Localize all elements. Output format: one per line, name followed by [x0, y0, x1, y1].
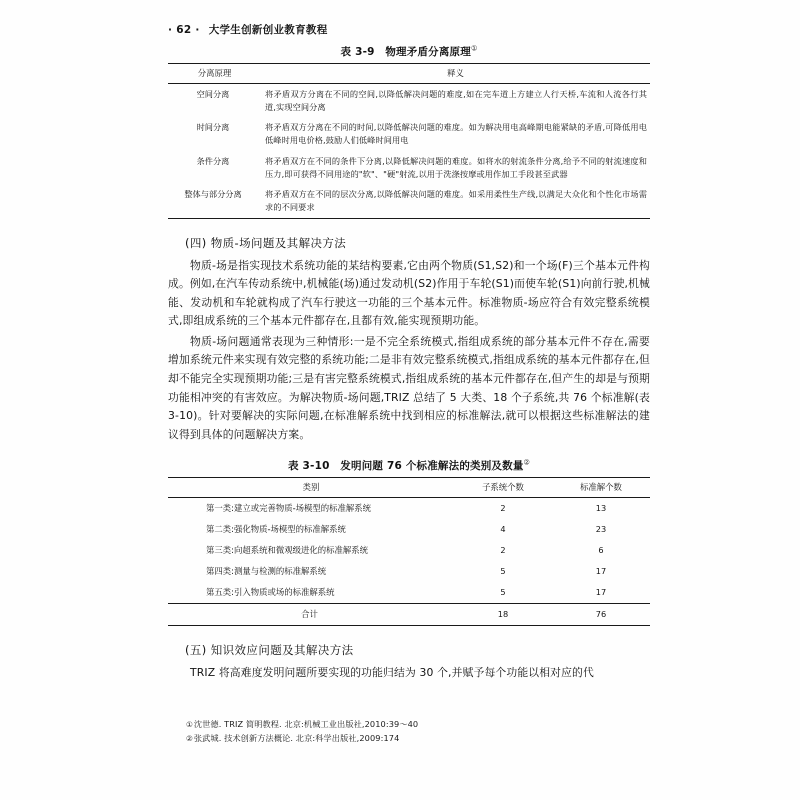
- table-3-9-row-3-principle: 整体与部分分离: [168, 184, 261, 218]
- table-3-9-head: [168, 64, 650, 84]
- table-3-9-row-3-definition: 将矛盾双方在不同的层次分离,以降低解决问题的难度。如采用柔性生产线,以满足大众化和个性化市场需求的不同要求: [261, 184, 650, 218]
- table-row: [168, 519, 650, 540]
- table-3-10-total-row: [168, 604, 650, 626]
- footnote-2-text: 张武城. 技术创新方法概论. 北京:科学出版社,2009:174: [193, 732, 400, 743]
- footnote-1-marker: ①: [186, 720, 193, 729]
- table-3-10-row-4-standard-solutions: 17: [595, 587, 607, 598]
- table-3-9-row-2-principle: 条件分离: [196, 155, 230, 166]
- table-row: [168, 540, 650, 561]
- table-3-9-body: [168, 84, 650, 219]
- table-3-9-caption: [168, 44, 650, 59]
- table-3-10-total-label: 合计: [168, 604, 454, 626]
- section-4-paragraph-2: 物质-场问题通常表现为三种情形:一是不完全系统模式,指组成系统的部分基本元件不存在,需要增加系统元件来实现有效完整的系统功能;二是非有效完整系统模式,指组成系统的基本元件都存在,但却不能完全实现预期功能;三是有害完整系统模式,指组成系统的基本元件都存在,但产生的却是与预期功能相冲突的有害效应。为解决物质-场问题,TRIZ 总结了 5 大类、18 个子系统,共 76 个标准解(表 3-10)。针对要解决的实际问题,在标准解系统中找到相应的标准解法,就可以根据这些标准解法的建议得到具体的问题解决方案。: [168, 334, 650, 441]
- footnote-2: [186, 732, 656, 746]
- table-3-9-col-definition: 释义: [261, 64, 650, 84]
- table-3-9-row-0-principle: 空间分离: [196, 89, 230, 100]
- table-3-10-row-1-standard-solutions: 23: [595, 524, 607, 535]
- table-3-10-row-0-standard-solutions: 13: [595, 503, 607, 514]
- page-content: [168, 40, 650, 683]
- table-3-9-row-1-principle: 时间分离: [196, 122, 230, 133]
- table-3-9-header-row: [168, 64, 650, 84]
- table-3-9-caption-text: 表 3-9 物理矛盾分离原理: [340, 46, 471, 58]
- table-3-10-total-subsystems: 18: [454, 604, 552, 626]
- page-folio: · 62 ·: [168, 24, 200, 36]
- table-3-10-row-1-category: 第二类:强化物质-场模型的标准解系统: [206, 524, 346, 535]
- table-row: [168, 498, 650, 520]
- table-3-10-row-4-category: 第五类:引入物质或场的标准解系统: [206, 587, 335, 598]
- table-3-10-head: [168, 478, 650, 498]
- table-3-9-footnote-marker: ①: [470, 44, 478, 53]
- table-3-10-row-2-category: 第三类:向超系统和微观级进化的标准解系统: [206, 545, 368, 556]
- table-3-10-row-2-standard-solutions: 6: [598, 545, 604, 556]
- table-3-10-row-0-subsystems: 2: [500, 503, 506, 514]
- table-3-10-row-2-subsystems: 2: [500, 545, 506, 556]
- spacer: [168, 444, 650, 454]
- footnote-2-marker: ②: [186, 733, 193, 743]
- section-5-heading: (五) 知识效应问题及其解决方法: [185, 643, 354, 658]
- table-3-10-row-4-subsystems: 5: [500, 587, 506, 598]
- section-4-paragraph-1: 物质-场是指实现技术系统功能的某结构要素,它由两个物质(S1,S2)和一个场(F)三个基本元件构成。例如,在汽车传动系统中,机械能(场)通过发动机(S2)作用于车轮(S1)而使车轮(S1)向前行驶,机械能、发动机和车轮就构成了汽车行驶这一功能的三个基本元件。标准物质-场应符合有效完整系统模式,即组成系统的三个基本元件都存在,且都有效,能实现预期功能。: [168, 258, 650, 328]
- table-3-9: [168, 63, 650, 219]
- table-3-10-row-3-category: 第四类:测量与检测的标准解系统: [206, 566, 327, 577]
- table-3-10-total-standard-solutions: 76: [552, 604, 650, 626]
- table-row: [168, 184, 650, 218]
- table-3-10-col-category: 类别: [168, 478, 454, 498]
- table-3-10-body: [168, 498, 650, 626]
- table-3-10-row-3-standard-solutions: 17: [595, 566, 607, 577]
- table-row: [168, 151, 650, 184]
- table-3-9-row-2-definition: 将矛盾双方在不同的条件下分离,以降低解决问题的难度。如将水的射流条件分离,给予不同的射流速度和压力,即可获得不同用途的"软"、"硬"射流,以用于洗涤按摩或用作加工手段甚至武器: [265, 155, 647, 179]
- table-3-10-footnote-marker: ②: [523, 458, 531, 467]
- table-3-10: [168, 477, 650, 626]
- table-3-10-header-row: [168, 478, 650, 498]
- table-3-9-col-principle: 分离原理: [168, 64, 261, 84]
- table-3-9-row-1-definition: 将矛盾双方分离在不同的时间,以降低解决问题的难度。如为解决用电高峰期电能紧缺的矛盾,可降低用电低峰时用电价格,鼓励人们低峰时间用电: [265, 122, 647, 146]
- running-title: 大学生创新创业教育教程: [208, 24, 328, 36]
- table-3-10-row-0-category: 第一类:建立或完善物质-场模型的标准解系统: [206, 503, 371, 514]
- footnote-1: [186, 718, 656, 732]
- table-row: [168, 117, 650, 150]
- footnote-1-text: 沈世德. TRIZ 简明教程. 北京:机械工业出版社,2010:39～40: [193, 719, 419, 729]
- table-3-10-caption-text: 表 3-10 发明问题 76 个标准解法的类别及数量: [287, 460, 524, 473]
- running-head: [168, 22, 632, 37]
- table-row: [168, 582, 650, 604]
- table-row: [168, 561, 650, 582]
- table-3-9-row-0-definition: 将矛盾双方分离在不同的空间,以降低解决问题的难度,如在完车道上方建立人行天桥,车流和人流各行其道,实现空间分离: [265, 89, 647, 112]
- section-4-heading: (四) 物质-场问题及其解决方法: [185, 235, 347, 250]
- table-3-10-col-subsystems: 子系统个数: [454, 478, 552, 498]
- table-3-10-caption: [168, 458, 650, 473]
- table-3-10-row-1-subsystems: 4: [500, 524, 506, 535]
- table-3-10-row-3-subsystems: 5: [500, 566, 506, 577]
- table-3-10-col-standard-solutions: 标准解个数: [552, 478, 650, 498]
- section-5-paragraph-1: TRIZ 将高难度发明问题所要实现的功能归结为 30 个,并赋予每个功能以相对应的代: [190, 666, 594, 680]
- table-row: [168, 84, 650, 118]
- footnote-block: [186, 718, 656, 746]
